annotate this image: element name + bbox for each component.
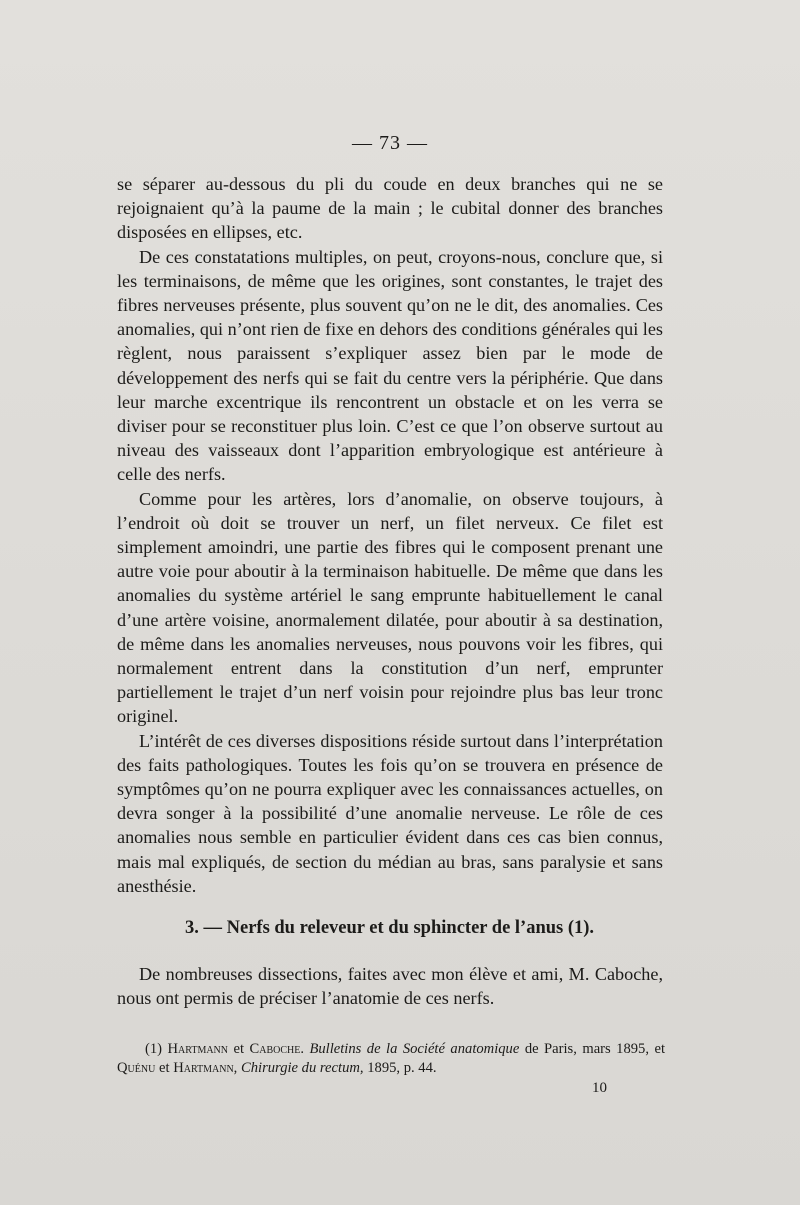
footnote-author: Hartmann [167,1041,228,1057]
paragraph: L’intérêt de ces diverses dispositions réside surtout dans l’interprétation des faits pathologiques. Toutes les fois qu’on se trouvera en présence de symptômes qu’on ne pourra expliquer avec les connaissances actuelles, on devra songer à la possibilité d’une anomalie nerveuse. Le rôle de ces anomalies nous semble en particulier évident dans ces cas bien connus, mais mal expliqués, de section du médian au bras, sans paralysie et sans anesthésie. [117,730,663,896]
section-heading: 3. — Nerfs du releveur et du sphincter de l’anus (1). [185,918,595,938]
footnote [117,1040,665,1078]
footnote-marker: (1) [145,1041,163,1057]
paragraph: De ces constatations multiples, on peut, croyons-nous, conclure que, si les terminaisons, de même que les origines, sont constantes, le trajet des fibres nerveuses présente, plus souvent qu’on ne le dit, des anomalies. Ces anomalies, qui n’ont rien de fixe en dehors des conditions générales qui les règlent, nous paraissent s’expliquer assez bien par le mode de développement des nerfs qui se fait du centre vers la périphérie. Que dans leur marche excentrique ils rencontrent un obstacle et on les verra se diviser pour se reconstituer plus loin. C’est ce que l’on observe surtout au niveau des vaisseaux dont l’apparition embryologique est antérieure à celle des nerfs. [117,246,663,485]
body-text [117,172,663,898]
paragraph: De nombreuses dissections, faites avec mon élève et ami, M. Caboche, nous ont permis de préciser l’anatomie de ces nerfs. [117,964,663,1009]
footnote-text [117,1040,665,1078]
footnote-book-details: 1895, p. 44. [367,1060,437,1076]
footnote-author: Quénu [117,1060,156,1076]
signature-mark: 10 [592,1080,607,1096]
footnote-author: Hartmann, [173,1060,238,1076]
footnote-journal-details: de Paris, mars 1895, [524,1041,649,1057]
footnote-book: Chirurgie du rectum, [241,1060,364,1076]
section-body [117,962,663,1010]
footnote-author: Caboche. [249,1041,304,1057]
footnote-journal: Bulletins de la Société anatomique [309,1041,520,1057]
footnote-conjunction: et [233,1041,245,1057]
footnote-conjunction: et [654,1041,666,1057]
page-number: — 73 — [352,132,428,154]
footnote-conjunction: et [158,1060,170,1076]
paragraph: Comme pour les artères, lors d’anomalie, on observe toujours, à l’endroit où doit se trouver un nerf, un filet nerveux. Ce filet est simplement amoindri, une partie des fibres qui le composent prenant une autre voie pour aboutir à la terminaison habituelle. De même que dans les anomalies du système artériel le sang emprunte habituellement le canal d’une artère voisine, anormalement dilatée, pour aboutir à sa destination, de même dans les anomalies nerveuses, nous pouvons voir les fibres, qui normalement entrent dans la constitution d’un nerf, emprunter partiellement le trajet d’un nerf voisin pour rejoindre plus bas leur tronc originel. [117,488,663,727]
paragraph-continuation: se séparer au-dessous du pli du coude en deux branches qui ne se rejoignaient qu’à la paume de la main ; le cubital donner des branches disposées en ellipses, etc. [117,174,663,243]
